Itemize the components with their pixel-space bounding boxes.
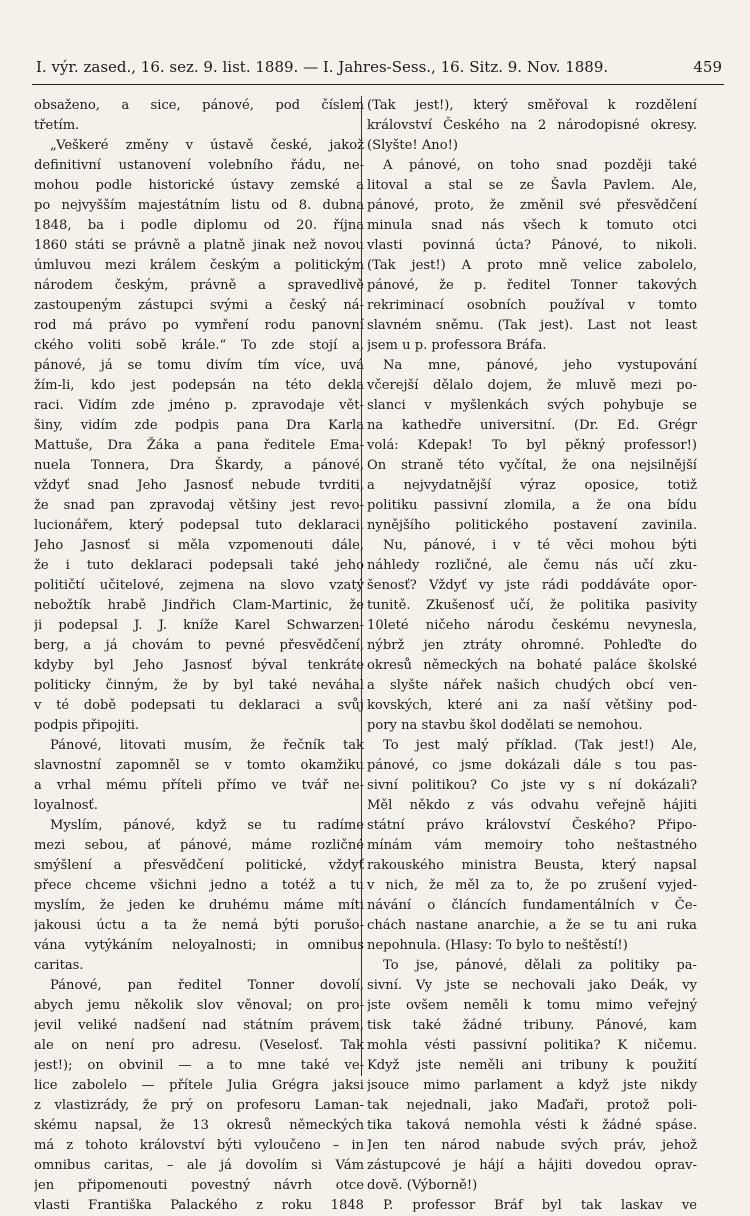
text-line: náhledy rozličné, ale čemu nás učí zku- xyxy=(367,558,697,573)
text-line: království Českého na 2 národopisné okresy. xyxy=(367,118,697,133)
text-line: definitivní ustanovení volebního řádu, ne- xyxy=(34,158,364,173)
text-line: raci. Vidím zde jméno p. zpravodaje vět- xyxy=(34,398,364,413)
text-line: Nu, pánové, i v té věci mohou býti xyxy=(383,538,697,553)
text-line: omnibus caritas, – ale já dovolím si Vám xyxy=(34,1158,364,1173)
left-column xyxy=(34,96,364,1216)
text-line: pánové, co jsme dokázali dále s tou pas- xyxy=(367,758,697,773)
text-line: (Slyšte! Ano!) xyxy=(367,138,458,153)
text-line: Na mne, pánové, jeho vystupování xyxy=(383,358,697,373)
column-divider xyxy=(361,96,362,1076)
text-line: kovských, které ani za naší většiny pod- xyxy=(367,698,697,713)
text-line: lice zabolelo — přítele Julia Grégra jaksi xyxy=(34,1078,364,1093)
text-line: mohou podle historické ústavy zemské a xyxy=(34,178,364,193)
text-line: političtí učitelové, zejmena na slovo vzatý xyxy=(34,578,364,593)
text-line: politiku passivní zlomila, a že ona bídu xyxy=(367,498,697,513)
text-line: jsem u p. professora Bráfa. xyxy=(367,338,547,353)
text-line: Myslím, pánové, když se tu radíme xyxy=(50,818,364,833)
text-line: P. professor Bráf byl tak laskav ve xyxy=(383,1198,697,1213)
text-line: zástupcové je hájí a hájiti dovedou oprav- xyxy=(367,1158,697,1173)
text-line: tak nejednali, jako Maďaři, protož poli- xyxy=(367,1098,697,1113)
text-line: návání o článcích fundamentálních v Če- xyxy=(367,898,697,913)
text-line: po nejvyšším majestátním listu od 8. dubna xyxy=(34,198,364,213)
text-line: žím-li, kdo jest podepsán na této dekla xyxy=(34,378,364,393)
text-line: v nich, že měl za to, že po zrušení vyjed- xyxy=(367,878,697,893)
text-line: má z tohoto království býti vyloučeno – in xyxy=(34,1138,364,1153)
text-line: To jest malý příklad. (Tak jest!) Ale, xyxy=(383,738,697,753)
text-line: jakousi úctu a ta že nemá býti porušo- xyxy=(34,918,364,933)
header-rule xyxy=(32,84,724,85)
text-line: Jen ten národ nabude svých práv, jehož xyxy=(367,1138,697,1153)
text-line: loyalnosť. xyxy=(34,798,98,813)
text-line: On straně této vyčítal, že ona nejsilnější xyxy=(367,458,697,473)
text-line: že i tuto deklaraci podepsali také jeho xyxy=(34,558,364,573)
text-line: třetím. xyxy=(34,118,80,133)
text-line: caritas. xyxy=(34,958,84,973)
text-line: slanci v myšlenkách svých pohybuje se xyxy=(367,398,697,413)
text-line: nynějšího politického postavení zavinila. xyxy=(367,518,697,533)
text-line: (Tak jest!), který směřoval k rozdělení xyxy=(367,98,697,113)
text-line: jste ovšem neměli k tomu mimo veřejný xyxy=(367,998,697,1013)
text-line: jsouce mimo parlament a když jste nikdy xyxy=(367,1078,697,1093)
text-line: smýšlení a přesvědčení politické, vždyť xyxy=(34,858,364,873)
text-line: státní právo království Českého? Připo- xyxy=(367,818,697,833)
text-line: skému napsal, že 13 okresů německých xyxy=(34,1118,364,1133)
text-line: Měl někdo z vás odvahu veřejně hájiti xyxy=(367,798,697,813)
text-line: přece chceme všichni jedno a totéž a tu xyxy=(34,878,364,893)
text-line: že snad pan zpravodaj většiny jest revo- xyxy=(34,498,364,513)
text-line: To jse, pánové, dělali za politiky pa- xyxy=(383,958,697,973)
text-line: mohla vésti passivní politika? K ničemu. xyxy=(367,1038,697,1053)
text-line: vždyť snad Jeho Jasnosť nebude tvrditi, xyxy=(34,478,364,493)
text-line: a slyšte nářek našich chudých obcí ven- xyxy=(367,678,697,693)
text-line: pánové, proto, že změnil své přesvědčení xyxy=(367,198,697,213)
text-line: zastoupeným zástupci svými a český ná- xyxy=(34,298,364,313)
text-line: národem českým, právně a spravedlivě xyxy=(34,278,364,293)
text-line: volá: Kdepak! To byl pěkný professor!) xyxy=(367,438,697,453)
text-line: rekriminací osobních používal v tomto xyxy=(367,298,697,313)
text-line: Pánové, pan ředitel Tonner dovolí, xyxy=(50,978,364,993)
text-line: tunitě. Zkušenosť učí, že politika pasivity xyxy=(367,598,697,613)
text-line: A pánové, on toho snad později také xyxy=(383,158,697,173)
text-line: nebožtík hrabě Jindřich Clam-Martinic, že xyxy=(34,598,364,613)
text-line: lucionářem, který podepsal tuto deklaraci. xyxy=(34,518,364,533)
text-line: šiny, vidím zde podpis pana Dra Karla xyxy=(34,418,364,433)
text-line: nuela Tonnera, Dra Škardy, a pánové, xyxy=(34,458,364,473)
text-line: myslím, že jeden ke druhému máme míti xyxy=(34,898,364,913)
text-line: berg, a já chovám to pevné přesvědčení, xyxy=(34,638,364,653)
text-line: vlasti Františka Palackého z roku 1848 xyxy=(34,1198,364,1213)
text-line: slavnostní zapomněl se v tomto okamžiku xyxy=(34,758,364,773)
text-line: Jeho Jasnosť si měla vzpomenouti dále, xyxy=(34,538,364,553)
text-line: pánové, já se tomu divím tím více, uvá xyxy=(34,358,364,373)
text-line: politicky činným, že by byl také neváhal xyxy=(34,678,364,693)
text-line: (Tak jest!) A proto mně velice zabolelo, xyxy=(367,258,697,273)
text-line: obsaženo, a sice, pánové, pod číslem xyxy=(34,98,364,113)
text-line: na kathedře universitní. (Dr. Ed. Grégr xyxy=(367,418,697,433)
right-column xyxy=(367,96,697,1216)
running-header xyxy=(36,58,722,82)
text-line: Pánové, litovati musím, že řečník tak xyxy=(50,738,364,753)
text-line: kdyby byl Jeho Jasnosť býval tenkráte xyxy=(34,658,364,673)
text-line: jen připomenouti povestný návrh otce xyxy=(34,1178,364,1193)
page-number: 459 xyxy=(693,58,722,76)
text-line: podpis připojiti. xyxy=(34,718,140,733)
text-line: z vlastizrády, že prý on profesoru Laman- xyxy=(34,1098,364,1113)
text-line: tika taková nemohla vésti k žádné spáse. xyxy=(367,1118,697,1133)
text-line: a vrhal mému příteli přímo ve tvář ne- xyxy=(34,778,364,793)
text-line: litoval a stal se ze Šavla Pavlem. Ale, xyxy=(367,178,697,193)
text-line: mezi sebou, ať pánové, máme rozličné xyxy=(34,838,364,853)
text-line: pánové, že p. ředitel Tonner takových xyxy=(367,278,697,293)
header-title: I. výr. zased., 16. sez. 9. list. 1889. — I. Jahres-Sess., 16. Sitz. 9. Nov. 1889. xyxy=(36,58,609,76)
text-line: minula snad nás všech k tomuto otci xyxy=(367,218,697,233)
text-line: 10leté ničeho národu českému nevynesla, xyxy=(367,618,697,633)
text-line: mínám vám memoiry toho neštastného xyxy=(367,838,697,853)
text-line: rod má právo po vymření rodu panovní xyxy=(34,318,364,333)
text-line: včerejší dělalo dojem, že mluvě mezi po- xyxy=(367,378,697,393)
text-line: ale on není pro adresu. (Veselosť. Tak xyxy=(34,1038,364,1053)
text-line: Když jste neměli ani tribuny k použití xyxy=(367,1058,697,1073)
text-line: rakouského ministra Beusta, který napsal xyxy=(367,858,697,873)
text-line: dově. (Výborně!) xyxy=(367,1178,478,1193)
text-line: pory na stavbu škol dodělati se nemohou. xyxy=(367,718,643,733)
text-line: tisk také žádné tribuny. Pánové, kam xyxy=(367,1018,697,1033)
text-line: sivní politikou? Co jste vy s ní dokázali? xyxy=(367,778,697,793)
text-line: ji podepsal J. J. kníže Karel Schwarzen- xyxy=(34,618,364,633)
text-line: 1860 státi se právně a platně jinak než novou xyxy=(34,238,364,253)
text-line: sivní. Vy jste se nechovali jako Deák, vy xyxy=(367,978,697,993)
text-line: jest!); on obvinil — a to mne také ve- xyxy=(34,1058,364,1073)
text-line: nýbrž jen ztráty ohromné. Pohleďte do xyxy=(367,638,697,653)
text-line: vlasti povinná úcta? Pánové, to nikoli. xyxy=(367,238,697,253)
text-line: 1848, ba i podle diplomu od 20. října xyxy=(34,218,364,233)
text-line: „Veškeré změny v ústavě české, jakož xyxy=(50,138,364,153)
text-line: a nejvydatnější výraz oposice, totiž xyxy=(367,478,697,493)
text-line: v té době podepsati tu deklaraci a svůj xyxy=(34,698,364,713)
text-line: abych jemu několik slov věnoval; on pro- xyxy=(34,998,364,1013)
text-line: ckého voliti sobě krále.“ To zde stojí a, xyxy=(34,338,364,353)
text-line: šenosť? Vždyť vy jste rádi poddáváte opor- xyxy=(367,578,697,593)
text-line: jevil veliké nadšení nad státním právem, xyxy=(34,1018,364,1033)
text-line: slavném sněmu. (Tak jest). Last not least xyxy=(367,318,697,333)
text-line: chách nastane anarchie, a že se tu ani ruka xyxy=(367,918,697,933)
text-line: úmluvou mezi králem českým a politickým xyxy=(34,258,364,273)
text-line: Mattuše, Dra Žáka a pana ředitele Ema- xyxy=(34,438,364,453)
text-line: vána vytýkáním neloyalnosti; in omnibus xyxy=(34,938,364,953)
text-line: nepohnula. (Hlasy: To bylo to neštěstí!) xyxy=(367,938,628,953)
text-line: okresů německých na bohaté paláce školské xyxy=(367,658,697,673)
